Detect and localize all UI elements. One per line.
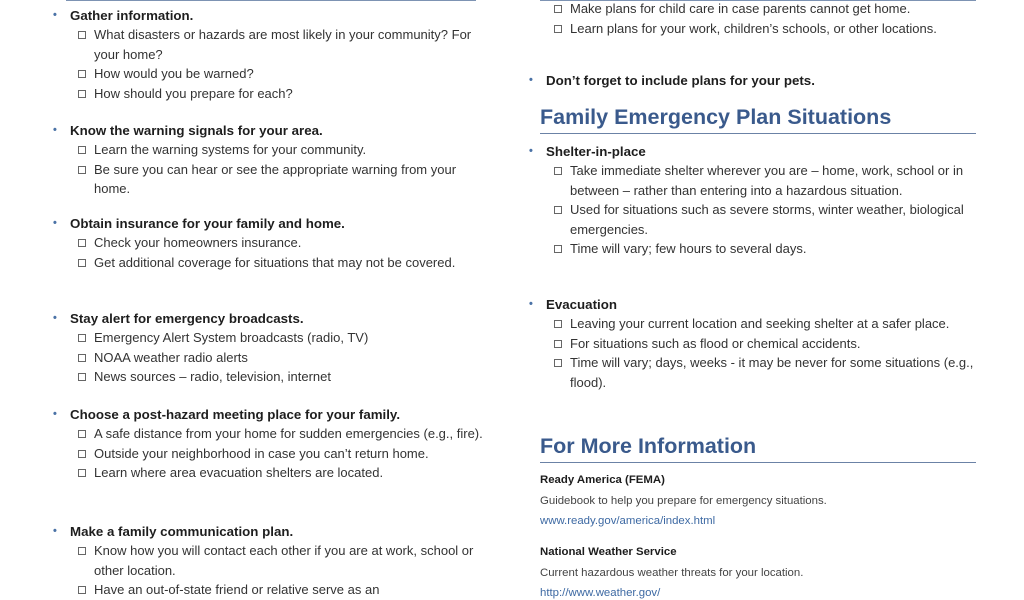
resource-link[interactable]: http://www.weather.gov/ [540, 587, 661, 599]
checkbox-icon [78, 373, 86, 381]
checkbox-line: A safe distance from your home for sudden emergencies (e.g., fire). [52, 424, 492, 444]
checklist-item-warning-signals [52, 121, 492, 199]
item-heading: Gather information. [70, 8, 194, 23]
resource-name: National Weather Service [540, 546, 677, 558]
checklist-item-meeting-place [52, 405, 492, 483]
checkbox-icon [78, 547, 86, 555]
checkbox-line: Time will vary; few hours to several days. [528, 239, 980, 259]
checkbox-line: Have an out-of-state friend or relative serve as an [52, 580, 492, 600]
checkbox-icon [554, 167, 562, 175]
checklist-item-communication-plan [52, 522, 492, 600]
checkbox-icon [78, 334, 86, 342]
checkbox-line: Be sure you can hear or see the appropriate warning from your home. [52, 160, 492, 199]
checklist-item-gather-information [52, 6, 492, 103]
checkbox-line: NOAA weather radio alerts [52, 348, 492, 368]
checkbox-icon [78, 586, 86, 594]
bullet-icon: • [53, 9, 57, 21]
checkbox-icon [554, 25, 562, 33]
checkbox-line: Check your homeowners insurance. [52, 233, 492, 253]
checklist-item-emergency-broadcasts [52, 309, 492, 387]
continued-plan-items [528, 0, 980, 38]
checkbox-line: Learn where area evacuation shelters are located. [52, 463, 492, 483]
checkbox-icon [78, 31, 86, 39]
checkbox-icon [554, 359, 562, 367]
bullet-icon: • [53, 525, 57, 537]
checkbox-icon [554, 206, 562, 214]
checkbox-icon [554, 320, 562, 328]
item-heading: Choose a post-hazard meeting place for your family. [70, 407, 401, 422]
item-heading: Shelter-in-place [546, 144, 646, 159]
checkbox-line: How would you be warned? [52, 64, 492, 84]
item-heading: Make a family communication plan. [70, 524, 294, 539]
resource-name: Ready America (FEMA) [540, 474, 665, 486]
item-heading: Stay alert for emergency broadcasts. [70, 311, 304, 326]
checklist-item-insurance [52, 214, 492, 272]
checklist-item-pets [528, 71, 980, 90]
situation-evacuation [528, 295, 980, 392]
situation-shelter-in-place [528, 142, 980, 259]
bullet-icon: • [53, 217, 57, 229]
checkbox-icon [554, 5, 562, 13]
checkbox-icon [78, 354, 86, 362]
checkbox-icon [554, 245, 562, 253]
checkbox-line: Emergency Alert System broadcasts (radio, TV) [52, 328, 492, 348]
checkbox-icon [78, 70, 86, 78]
checkbox-icon [78, 450, 86, 458]
checkbox-line: Time will vary; days, weeks - it may be never for some situations (e.g., flood). [528, 353, 980, 392]
checkbox-icon [78, 430, 86, 438]
checkbox-line: For situations such as flood or chemical accidents. [528, 334, 980, 354]
item-heading: Don’t forget to include plans for your pets. [546, 73, 815, 88]
item-heading: Evacuation [546, 297, 617, 312]
checkbox-line: Leaving your current location and seeking shelter at a safer place. [528, 314, 980, 334]
checkbox-icon [78, 259, 86, 267]
checkbox-line: Get additional coverage for situations that may not be covered. [52, 253, 492, 273]
bullet-icon: • [53, 312, 57, 324]
bullet-icon: • [529, 145, 533, 157]
checkbox-line: Know how you will contact each other if you are at work, school or other location. [52, 541, 492, 580]
checkbox-line: Learn plans for your work, children’s schools, or other locations. [528, 19, 980, 39]
item-heading: Obtain insurance for your family and home. [70, 216, 345, 231]
item-heading: Know the warning signals for your area. [70, 123, 323, 138]
checkbox-line: News sources – radio, television, internet [52, 367, 492, 387]
resource-ready-america [540, 470, 980, 532]
checkbox-line: Make plans for child care in case parents cannot get home. [528, 0, 980, 19]
resource-link[interactable]: www.ready.gov/america/index.html [540, 515, 716, 527]
checkbox-icon [78, 239, 86, 247]
bullet-icon: • [53, 124, 57, 136]
section-title-situations: Family Emergency Plan Situations [540, 104, 976, 134]
bullet-icon: • [53, 408, 57, 420]
resource-description: Current hazardous weather threats for your location. [540, 566, 804, 579]
checkbox-line: What disasters or hazards are most likely in your community? For your home? [52, 25, 492, 64]
checkbox-line: Used for situations such as severe storms, winter weather, biological emergencies. [528, 200, 980, 239]
checkbox-icon [78, 90, 86, 98]
resource-description: Guidebook to help you prepare for emergency situations. [540, 494, 827, 507]
bullet-icon: • [529, 74, 533, 86]
checkbox-line: Outside your neighborhood in case you can’t return home. [52, 444, 492, 464]
top-rule-left [66, 0, 476, 1]
bullet-icon: • [529, 298, 533, 310]
checkbox-line: Learn the warning systems for your community. [52, 140, 492, 160]
checkbox-icon [78, 469, 86, 477]
resource-national-weather-service [540, 542, 980, 600]
checkbox-line: How should you prepare for each? [52, 84, 492, 104]
checkbox-line: Take immediate shelter wherever you are – home, work, school or in between – rather than entering into a hazardous situation. [528, 161, 980, 200]
checkbox-icon [78, 166, 86, 174]
section-title-more-information: For More Information [540, 433, 976, 463]
checkbox-icon [554, 340, 562, 348]
checkbox-icon [78, 146, 86, 154]
